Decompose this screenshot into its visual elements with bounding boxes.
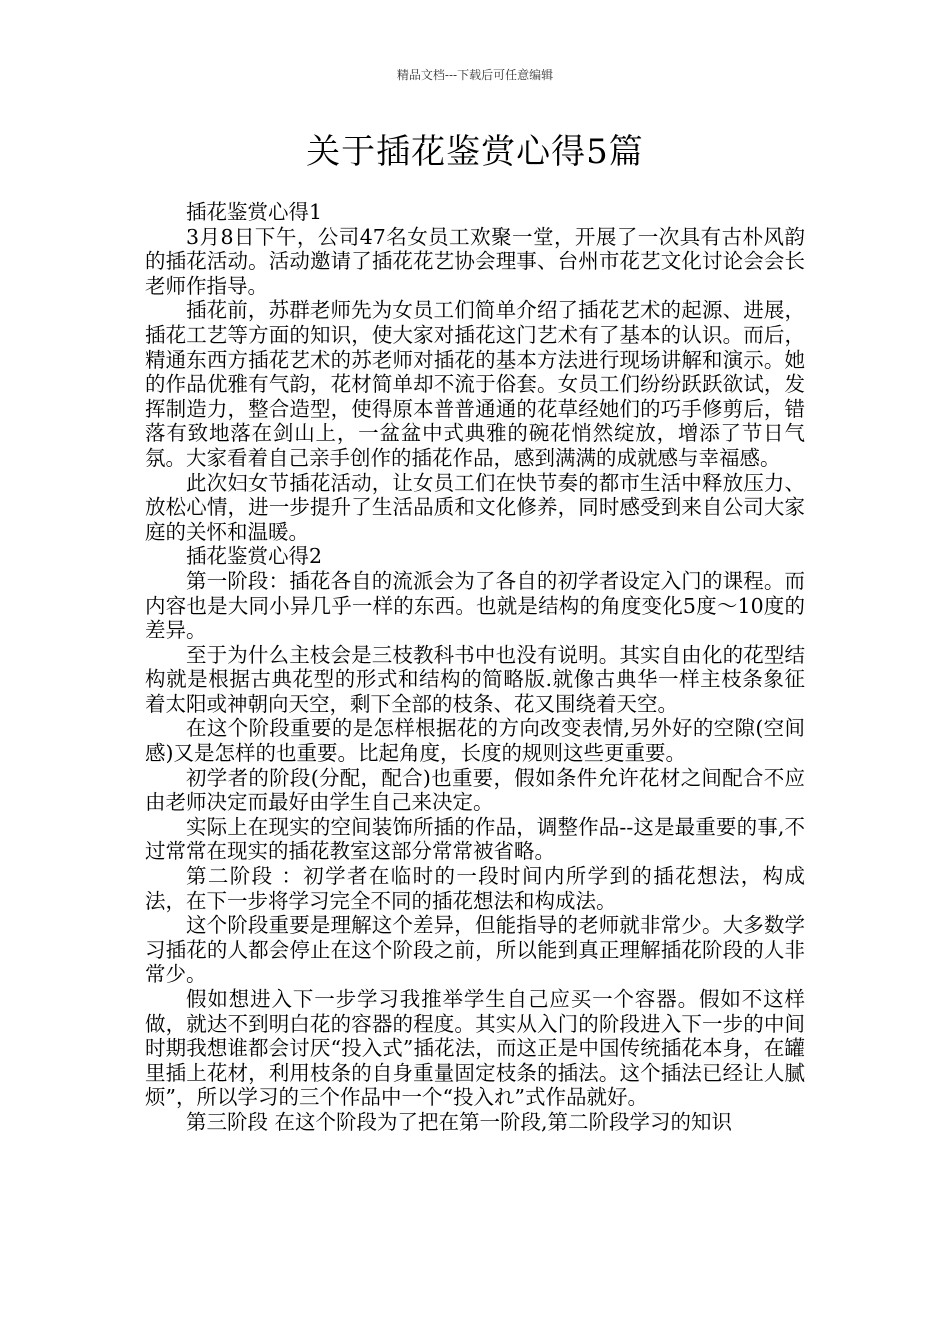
- paragraph: 第二阶段 ：初学者在临时的一段时间内所学到的插花想法，构成法，在下一步将学习完全不同的插花想法和构成法。: [145, 864, 805, 913]
- document-title: 关于插花鉴赏心得5篇: [306, 132, 644, 172]
- paragraph: 初学者的阶段(分配，配合)也重要，假如条件允许花材之间配合不应由老师决定而最好由学生自己来决定。: [145, 765, 805, 815]
- section-heading-1: 插花鉴赏心得1: [186, 200, 323, 224]
- section-heading-2: 插花鉴赏心得2: [186, 544, 323, 569]
- paragraph: 第一阶段：插花各自的流派会为了各自的初学者设定入门的课程。而内容也是大同小异几乎一样的东西。也就是结构的角度变化5度～10度的差异。: [145, 568, 805, 643]
- paragraph: 至于为什么主枝会是三枝教科书中也没有说明。其实自由化的花型结构就是根据古典花型的形式和结构的简略版.就像古典华一样主枝条象征着太阳或神朝向天空，剩下全部的枝条、花又围绕着天空。: [145, 642, 805, 716]
- paragraph: 3月8日下午，公司47名女员工欢聚一堂，开展了一次具有古朴风韵的插花活动。活动邀请了插花花艺协会理事、台州市花艺文化讨论会会长老师作指导。: [145, 224, 805, 298]
- paragraph: 第三阶段 在这个阶段为了把在第一阶段,第二阶段学习的知识: [186, 1109, 733, 1134]
- paragraph: 此次妇女节插花活动，让女员工们在快节奏的都市生活中释放压力、放松心情，进一步提升了生活品质和文化修养，同时感受到来自公司大家庭的关怀和温暖。: [145, 470, 805, 544]
- paragraph: 假如想进入下一步学习我推举学生自己应买一个容器。假如不这样做，就达不到明白花的容器的程度。其实从入门的阶段进入下一步的中间时期我想谁都会讨厌“投入式”插花法，而这正是中国传统插花本身，在罐里插上花材，利用枝条的自身重量固定枝条的插法。这个插法已经让人腻烦”，所以学习的三个作品中一个“投入れ”式作品就好。: [145, 987, 805, 1110]
- paragraph: 实际上在现实的空间装饰所插的作品，调整作品--这是最重要的事,不过常常在现实的插花教室这部分常常被省略。: [145, 814, 805, 864]
- page-header-note: 精品文档---下载后可任意编辑: [396, 68, 554, 82]
- paragraph: 在这个阶段重要的是怎样根据花的方向改变表情,另外好的空隙(空间感)又是怎样的也重要。比起角度，长度的规则这些更重要。: [145, 716, 805, 766]
- paragraph: 插花前，苏群老师先为女员工们简单介绍了插花艺术的起源、进展，插花工艺等方面的知识，使大家对插花这门艺术有了基本的认识。而后，精通东西方插花艺术的苏老师对插花的基本方法进行现场讲解和演示。她的作品优雅有气韵，花材简单却不流于俗套。女员工们纷纷跃跃欲试，发挥制造力，整合造型，使得原本普普通通的花草经她们的巧手修剪后，错落有致地落在剑山上，一盆盆中式典雅的碗花悄然绽放，增添了节日气氛。大家看着自己亲手创作的插花作品，感到满满的成就感与幸福感。: [145, 298, 805, 470]
- document-body: [145, 200, 805, 1135]
- paragraph: 这个阶段重要是理解这个差异，但能指导的老师就非常少。大多数学习插花的人都会停止在这个阶段之前，所以能到真正理解插花阶段的人非常少。: [145, 913, 805, 987]
